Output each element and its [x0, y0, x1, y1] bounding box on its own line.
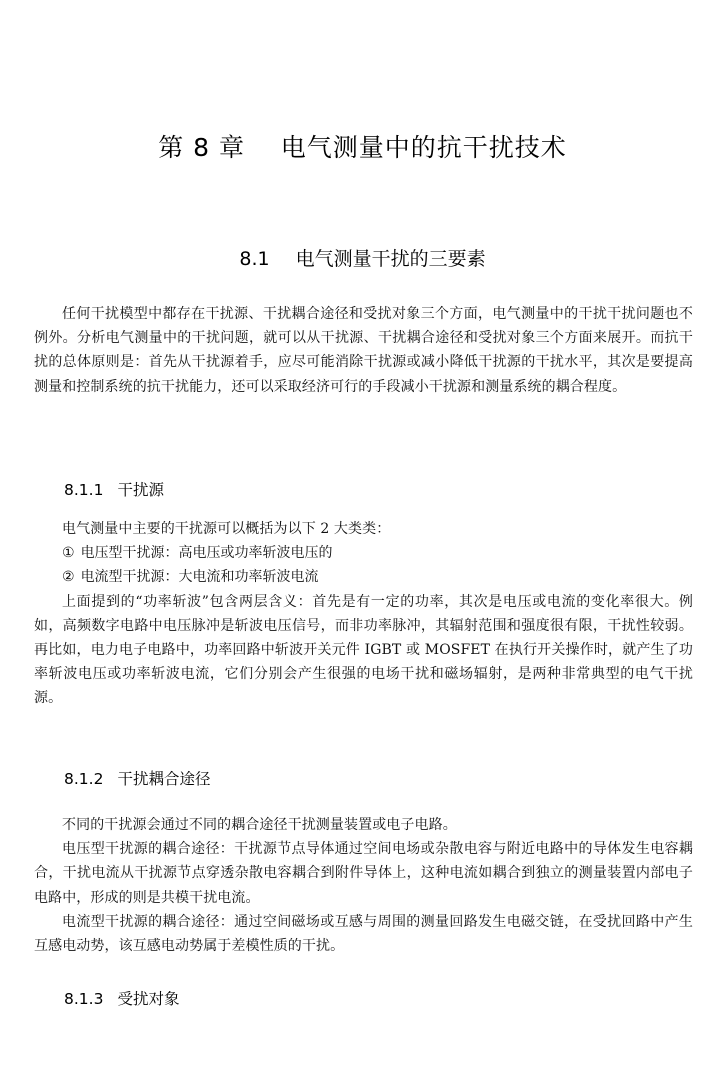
subsection-title-8-1-1 [64, 478, 164, 500]
list-item-text: 电流型干扰源：大电流和功率斩波电流 [80, 569, 319, 586]
chapter-title-text: 电气测量中的抗干扰技术 [280, 133, 567, 162]
list-marker: ② [62, 569, 75, 586]
chapter-number: 第 8 章 [158, 133, 245, 162]
subsection-number: 8.1.1 [64, 481, 104, 499]
lead-paragraph: 电气测量中主要的干扰源可以概括为以下 2 大类类： [62, 521, 391, 537]
body-paragraph: 电压型干扰源的耦合途径：干扰源节点导体通过空间电场或杂散电容与附近电路中的导体发生电容耦合，干扰电流从干扰源节点穿透杂散电容耦合到附件导体上，这种电流如耦合到独立的测量装置内部电子电路中，形成的则是共模干扰电流。 [34, 841, 693, 906]
intro-block [34, 302, 693, 399]
subsection-title-8-1-3 [64, 987, 179, 1009]
body-paragraph: 不同的干扰源会通过不同的耦合途径干扰测量装置或电子电路。 [62, 817, 457, 833]
subsection-title-8-1-2 [64, 767, 210, 789]
subsection-title-text: 受扰对象 [117, 990, 180, 1008]
list-marker: ① [62, 545, 75, 562]
intro-paragraph: 任何干扰模型中都存在干扰源、干扰耦合途径和受扰对象三个方面，电气测量中的干扰干扰问题也不例外。分析电气测量中的干扰问题，就可以从干扰源、干扰耦合途径和受扰对象三个方面来展开。而抗干扰的总体原则是：首先从干扰源着手，应尽可能消除干扰源或减小降低干扰源的干扰水平，其次是要提高测量和控制系统的抗干扰能力，还可以采取经济可行的手段减小干扰源和测量系统的耦合程度。 [34, 306, 693, 395]
body-paragraph: 电流型干扰源的耦合途径：通过空间磁场或互感与周围的测量回路发生电磁交链，在受扰回路中产生互感电动势，该互感电动势属于差模性质的干扰。 [34, 913, 693, 955]
list-item-text: 电压型干扰源：高电压或功率斩波电压的 [80, 545, 333, 562]
section-number: 8.1 [239, 248, 270, 270]
subsection-body-8-1-1 [34, 517, 693, 711]
subsection-title-text: 干扰源 [117, 481, 164, 499]
list-item [34, 541, 693, 565]
subsection-number: 8.1.2 [64, 770, 104, 788]
subsection-body-8-1-2 [34, 813, 693, 958]
section-title-text: 电气测量干扰的三要素 [295, 248, 486, 270]
subsection-title-text: 干扰耦合途径 [117, 770, 211, 788]
subsection-number: 8.1.3 [64, 990, 104, 1008]
list-item [34, 565, 693, 589]
chapter-title [0, 128, 725, 164]
body-paragraph: 上面提到的“功率斩波”包含两层含义：首先是有一定的功率，其次是电压或电流的变化率很大。例如，高频数字电路中电压脉冲是斩波电压信号，而非功率脉冲，其辐射范围和强度很有限，干扰性较弱。再比如，电力电子电路中，功率回路中斩波开关元件 IGBT 或 MOSFET 在执行开关操作时，就产生了功率斩波电压或功率斩波电流，它们分别会产生很强的电场干扰和磁场辐射，是两种非常典型的电气干扰源。 [34, 593, 693, 707]
section-title [0, 244, 725, 271]
